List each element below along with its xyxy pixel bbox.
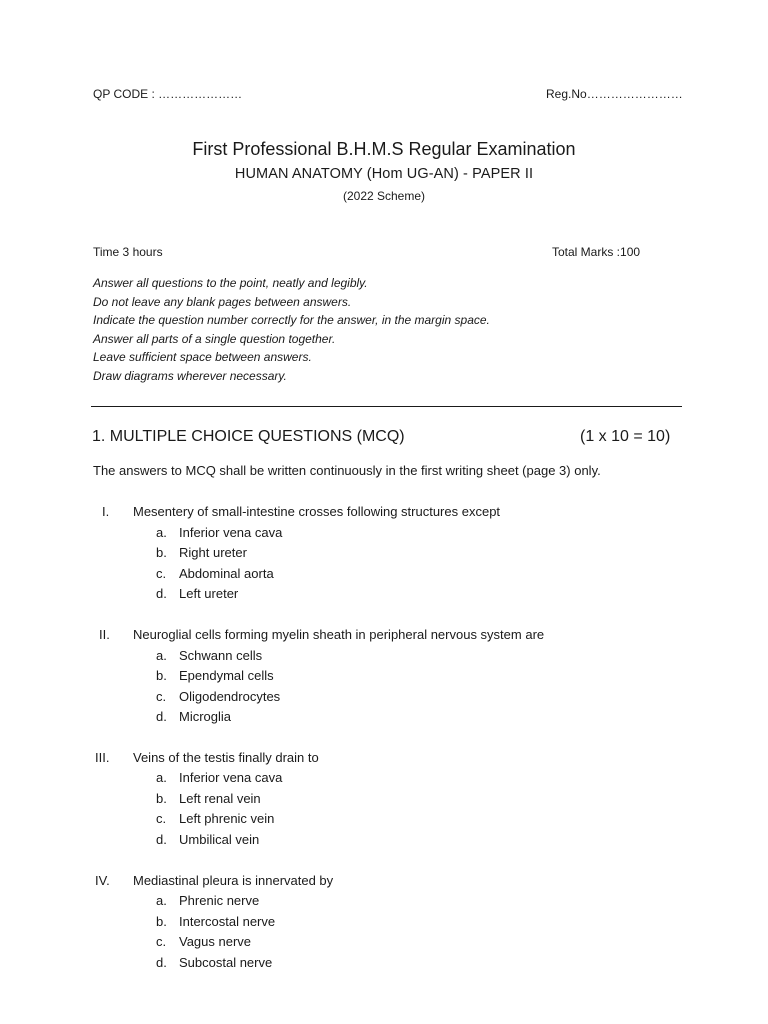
option-letter: d. xyxy=(156,955,167,970)
option-letter: b. xyxy=(156,668,167,683)
option-text: Inferior vena cava xyxy=(179,770,283,785)
question-text: Mesentery of small-intestine crosses following structures except xyxy=(133,504,501,519)
question-number: I. xyxy=(102,504,110,519)
total-marks-label: Total Marks :100 xyxy=(552,245,641,259)
instruction-line: Draw diagrams wherever necessary. xyxy=(93,368,287,383)
option-text: Inferior vena cava xyxy=(179,525,283,540)
question-text: Neuroglial cells forming myelin sheath in peripheral nervous system are xyxy=(133,627,545,642)
exam-title: First Professional B.H.M.S Regular Examination xyxy=(192,139,576,159)
option-text: Ependymal cells xyxy=(179,668,274,683)
option-text: Subcostal nerve xyxy=(179,955,273,970)
option-letter: a. xyxy=(156,525,167,540)
paper-title: HUMAN ANATOMY (Hom UG-AN) - PAPER II xyxy=(234,166,534,182)
divider xyxy=(91,406,682,407)
scheme-label: (2022 Scheme) xyxy=(342,189,426,203)
option-text: Oligodendrocytes xyxy=(179,689,281,704)
option-letter: b. xyxy=(156,545,167,560)
instruction-line: Leave sufficient space between answers. xyxy=(93,350,312,365)
option-text: Vagus nerve xyxy=(179,934,252,949)
option-letter: c. xyxy=(156,566,167,581)
option-letter: b. xyxy=(156,914,167,929)
instruction-line: Indicate the question number correctly for the answer, in the margin space. xyxy=(93,313,490,328)
qp-code-label: QP CODE : ………………… xyxy=(93,87,243,101)
option-letter: b. xyxy=(156,791,167,806)
option-letter: d. xyxy=(156,586,167,601)
option-text: Left phrenic vein xyxy=(179,811,275,826)
section-marks: (1 x 10 = 10) xyxy=(580,428,671,445)
question-number: III. xyxy=(95,750,110,765)
option-text: Left ureter xyxy=(179,586,239,601)
option-letter: a. xyxy=(156,893,167,908)
option-letter: c. xyxy=(156,811,167,826)
question-number: II. xyxy=(99,627,110,642)
option-letter: c. xyxy=(156,934,167,949)
instructions-block xyxy=(93,274,490,386)
instruction-line: Answer all parts of a single question together. xyxy=(93,331,336,346)
option-text: Right ureter xyxy=(179,545,247,560)
option-text: Schwann cells xyxy=(179,648,263,663)
instruction-line: Do not leave any blank pages between answers. xyxy=(93,294,352,309)
option-letter: d. xyxy=(156,709,167,724)
option-text: Abdominal aorta xyxy=(179,566,274,581)
option-letter: a. xyxy=(156,770,167,785)
option-text: Phrenic nerve xyxy=(179,893,260,908)
reg-no-label: Reg.No…………………… xyxy=(546,87,683,101)
question-number: IV. xyxy=(95,873,110,888)
question-text: Veins of the testis finally drain to xyxy=(133,750,319,765)
option-text: Microglia xyxy=(179,709,232,724)
section-note: The answers to MCQ shall be written continuously in the first writing sheet (page 3) only. xyxy=(93,463,601,478)
option-text: Intercostal nerve xyxy=(179,914,276,929)
option-letter: a. xyxy=(156,648,167,663)
option-letter: d. xyxy=(156,832,167,847)
option-text: Left renal vein xyxy=(179,791,261,806)
option-text: Umbilical vein xyxy=(179,832,260,847)
option-letter: c. xyxy=(156,689,167,704)
time-label: Time 3 hours xyxy=(93,245,163,259)
question-text: Mediastinal pleura is innervated by xyxy=(133,873,334,888)
section-title: 1. MULTIPLE CHOICE QUESTIONS (MCQ) xyxy=(92,428,405,445)
instruction-line: Answer all questions to the point, neatly and legibly. xyxy=(93,276,368,290)
